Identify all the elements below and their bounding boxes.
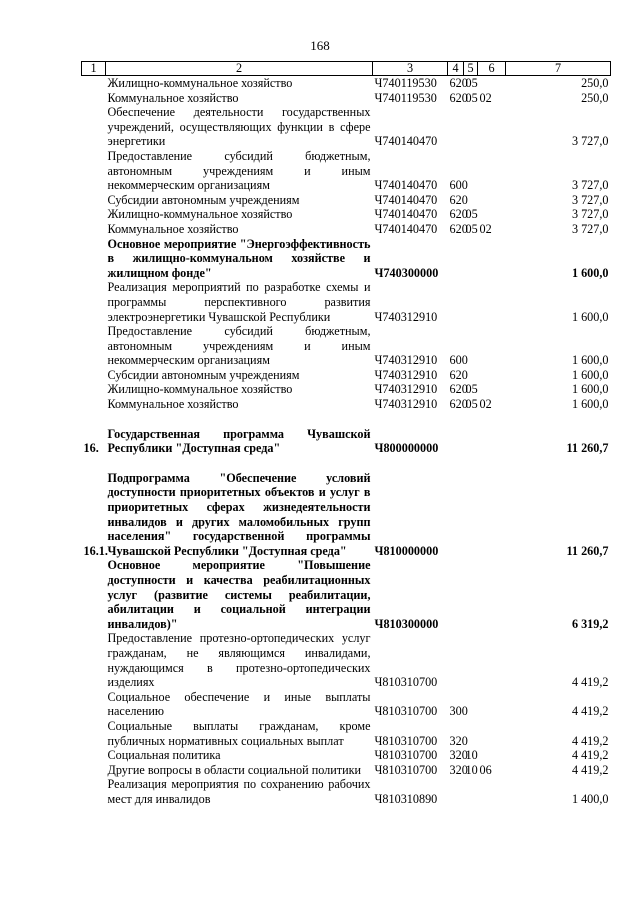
item-number — [82, 397, 106, 412]
target-code: Ч740312910 — [374, 309, 438, 324]
amount: 4 419,2 — [571, 675, 609, 690]
target-code: Ч810310700 — [374, 762, 438, 777]
amount: 4 419,2 — [571, 733, 609, 748]
target-code: Ч810310700 — [374, 733, 438, 748]
col-header-4: 4 — [448, 62, 464, 76]
table-row — [82, 324, 611, 368]
table-row — [82, 91, 611, 106]
item-name: Предоставление протезно-ортопедических услуг гражданам, не являющимся инвалидами, нуждающимся в протезно-ортопедических изделиях — [107, 631, 371, 690]
amount: 1 600,0 — [571, 309, 609, 324]
amount: 11 260,7 — [566, 441, 609, 456]
amount: 3 727,0 — [571, 221, 609, 236]
page-number: 168 — [310, 38, 330, 53]
section — [464, 105, 478, 149]
spacer-row — [82, 456, 611, 471]
section: 05 — [465, 90, 478, 105]
section: 05 — [465, 221, 478, 236]
section: 05 — [465, 382, 478, 397]
item-number — [82, 777, 106, 806]
spacer-cell — [82, 412, 611, 427]
amount: 6 319,2 — [571, 616, 609, 631]
table-row — [82, 631, 611, 689]
subsection — [478, 719, 506, 748]
subsection — [478, 558, 506, 631]
table-row — [82, 719, 611, 748]
expense-type — [448, 777, 464, 806]
section: 10 — [465, 762, 478, 777]
item-number: 16. — [83, 441, 99, 456]
table-row — [82, 280, 611, 324]
target-code: Ч740140470 — [374, 221, 438, 236]
table-row — [82, 690, 611, 719]
target-code: Ч810300000 — [374, 616, 439, 631]
table-row — [82, 382, 611, 397]
target-code: Ч810310700 — [374, 675, 438, 690]
section: 05 — [465, 76, 478, 90]
expense-type: 620 — [449, 382, 468, 397]
amount: 1 400,0 — [571, 791, 609, 806]
item-name: Субсидии автономным учреждениям — [107, 367, 300, 382]
table-row — [82, 763, 611, 778]
section — [464, 471, 478, 559]
item-name: Жилищно-коммунальное хозяйство — [107, 76, 293, 90]
subsection — [478, 631, 506, 689]
amount: 250,0 — [581, 90, 609, 105]
table-row — [82, 471, 611, 559]
target-code: Ч810310700 — [374, 748, 438, 763]
section — [464, 237, 478, 281]
target-code: Ч740312910 — [374, 397, 438, 412]
item-name: Реализация мероприятия по сохранению рабочих мест для инвалидов — [107, 777, 371, 806]
target-code: Ч810310700 — [374, 704, 438, 719]
amount: 1 600,0 — [571, 397, 609, 412]
subsection — [478, 690, 506, 719]
subsection — [478, 193, 506, 208]
expense-type: 620 — [449, 221, 468, 236]
item-number — [82, 368, 106, 383]
col-header-3: 3 — [373, 62, 448, 76]
table-row — [82, 558, 611, 631]
target-code: Ч740140470 — [374, 178, 438, 193]
expense-type — [448, 471, 464, 559]
amount: 3 727,0 — [571, 178, 609, 193]
item-name: Реализация мероприятий по разработке схемы и программы перспективного развития электроэнергетики Чувашской Республики — [107, 280, 371, 324]
item-name: Коммунальное хозяйство — [107, 221, 239, 236]
section — [464, 558, 478, 631]
amount: 11 260,7 — [566, 543, 609, 558]
budget-table — [81, 61, 611, 807]
subsection: 06 — [479, 762, 492, 777]
item-name: Обеспечение деятельности государственных учреждений, осуществляющих функции в сфере энергетики — [107, 105, 371, 149]
expense-type — [448, 631, 464, 689]
col-header-1: 1 — [82, 62, 106, 76]
section: 05 — [465, 397, 478, 412]
item-number — [82, 222, 106, 237]
expense-type: 620 — [449, 207, 468, 222]
item-number — [82, 237, 106, 281]
subsection — [478, 368, 506, 383]
table-row — [82, 237, 611, 281]
expense-type — [448, 280, 464, 324]
item-number: 16.1. — [83, 543, 108, 558]
subsection — [478, 105, 506, 149]
col-header-6: 6 — [478, 62, 506, 76]
table-row — [82, 149, 611, 193]
section — [464, 631, 478, 689]
target-code: Ч800000000 — [374, 441, 439, 456]
subsection — [478, 324, 506, 368]
amount: 1 600,0 — [571, 353, 609, 368]
subsection — [478, 382, 506, 397]
column-number-row — [82, 62, 611, 76]
item-name: Жилищно-коммунальное хозяйство — [107, 207, 293, 222]
expense-type: 320 — [449, 733, 468, 748]
item-name: Другие вопросы в области социальной политики — [107, 762, 362, 777]
amount: 4 419,2 — [571, 704, 609, 719]
col-header-7: 7 — [506, 62, 611, 76]
subsection — [478, 777, 506, 806]
expense-type: 620 — [449, 397, 468, 412]
item-number — [82, 690, 106, 719]
target-code: Ч740119530 — [374, 76, 437, 90]
table-row — [82, 105, 611, 149]
subsection — [478, 471, 506, 559]
expense-type — [448, 427, 464, 456]
item-name: Субсидии автономным учреждениям — [107, 192, 300, 207]
item-name: Коммунальное хозяйство — [107, 397, 239, 412]
target-code: Ч810310890 — [374, 791, 438, 806]
amount: 3 727,0 — [571, 134, 609, 149]
section — [464, 777, 478, 806]
item-number — [82, 382, 106, 397]
col-header-5: 5 — [464, 62, 478, 76]
item-name: Основное мероприятие "Энергоэффективность в жилищно-коммунальном хозяйстве и жилищном фонде" — [107, 236, 371, 280]
expense-type: 300 — [449, 704, 468, 719]
amount: 3 727,0 — [571, 207, 609, 222]
item-name: Коммунальное хозяйство — [107, 90, 239, 105]
item-number — [82, 193, 106, 208]
section — [464, 427, 478, 456]
subsection — [478, 207, 506, 222]
item-number — [82, 207, 106, 222]
table-row — [82, 397, 611, 412]
target-code: Ч740312910 — [374, 353, 438, 368]
amount: 4 419,2 — [571, 762, 609, 777]
item-name: Государственная программа Чувашской Республики "Доступная среда" — [107, 426, 371, 456]
table-row — [82, 76, 611, 91]
expense-type — [448, 558, 464, 631]
expense-type — [448, 237, 464, 281]
item-number — [82, 763, 106, 778]
table-row — [82, 222, 611, 237]
item-number — [82, 719, 106, 748]
item-number — [82, 76, 106, 91]
amount: 1 600,0 — [571, 382, 609, 397]
expense-type: 320 — [449, 762, 468, 777]
spacer-cell — [82, 456, 611, 471]
table-row — [82, 427, 611, 456]
item-name: Социальное обеспечение и иные выплаты населению — [107, 689, 371, 719]
section — [464, 280, 478, 324]
amount: 1 600,0 — [571, 265, 609, 280]
section: 10 — [465, 748, 478, 763]
amount: 1 600,0 — [571, 367, 609, 382]
subsection: 02 — [479, 397, 492, 412]
item-number — [82, 324, 106, 368]
expense-type: 320 — [449, 748, 468, 763]
item-number — [82, 631, 106, 689]
expense-type: 600 — [449, 178, 468, 193]
subsection — [478, 149, 506, 193]
table-row — [82, 748, 611, 763]
target-code: Ч740140470 — [374, 207, 438, 222]
table-row — [82, 193, 611, 208]
item-number — [82, 280, 106, 324]
subsection: 02 — [479, 90, 492, 105]
table-row — [82, 368, 611, 383]
item-number — [82, 748, 106, 763]
subsection — [478, 280, 506, 324]
table-row — [82, 207, 611, 222]
item-name: Предоставление субсидий бюджетным, автономным учреждениям и иным некоммерческим организациям — [107, 148, 371, 193]
subsection — [478, 76, 506, 91]
table-row — [82, 777, 611, 806]
item-name: Подпрограмма "Обеспечение условий доступности приоритетных объектов и услуг в приоритетных сферах жизнедеятельности инвалидов и других маломобильных групп населения" государственной программы Чувашской Республики "Доступная среда" — [107, 470, 371, 558]
target-code: Ч810000000 — [374, 543, 439, 558]
subsection — [478, 237, 506, 281]
section: 05 — [465, 207, 478, 222]
amount: 3 727,0 — [571, 192, 609, 207]
item-name: Социальные выплаты гражданам, кроме публичных нормативных социальных выплат — [107, 718, 371, 748]
item-name: Социальная политика — [107, 748, 221, 763]
expense-type: 620 — [449, 90, 468, 105]
target-code: Ч740300000 — [374, 265, 439, 280]
expense-type: 620 — [449, 76, 468, 90]
target-code: Ч740119530 — [374, 90, 437, 105]
target-code: Ч740312910 — [374, 367, 438, 382]
spacer-row — [82, 412, 611, 427]
expense-type — [448, 105, 464, 149]
amount: 4 419,2 — [571, 748, 609, 763]
col-header-2: 2 — [106, 62, 373, 76]
item-number — [82, 558, 106, 631]
subsection — [478, 748, 506, 763]
expense-type: 620 — [449, 192, 468, 207]
expense-type: 620 — [449, 367, 468, 382]
amount: 250,0 — [581, 76, 609, 90]
subsection: 02 — [479, 221, 492, 236]
subsection — [478, 427, 506, 456]
item-name: Основное мероприятие "Повышение доступности и качества реабилитационных услуг (развитие системы реабилитации, абилитации и социальной интеграции инвалидов)" — [107, 558, 371, 631]
item-number — [82, 91, 106, 106]
item-name: Предоставление субсидий бюджетным, автономным учреждениям и иным некоммерческим организациям — [107, 324, 371, 368]
expense-type: 600 — [449, 353, 468, 368]
item-number — [82, 105, 106, 149]
target-code: Ч740140470 — [374, 192, 438, 207]
target-code: Ч740312910 — [374, 382, 438, 397]
target-code: Ч740140470 — [374, 134, 438, 149]
item-name: Жилищно-коммунальное хозяйство — [107, 382, 293, 397]
item-number — [82, 149, 106, 193]
